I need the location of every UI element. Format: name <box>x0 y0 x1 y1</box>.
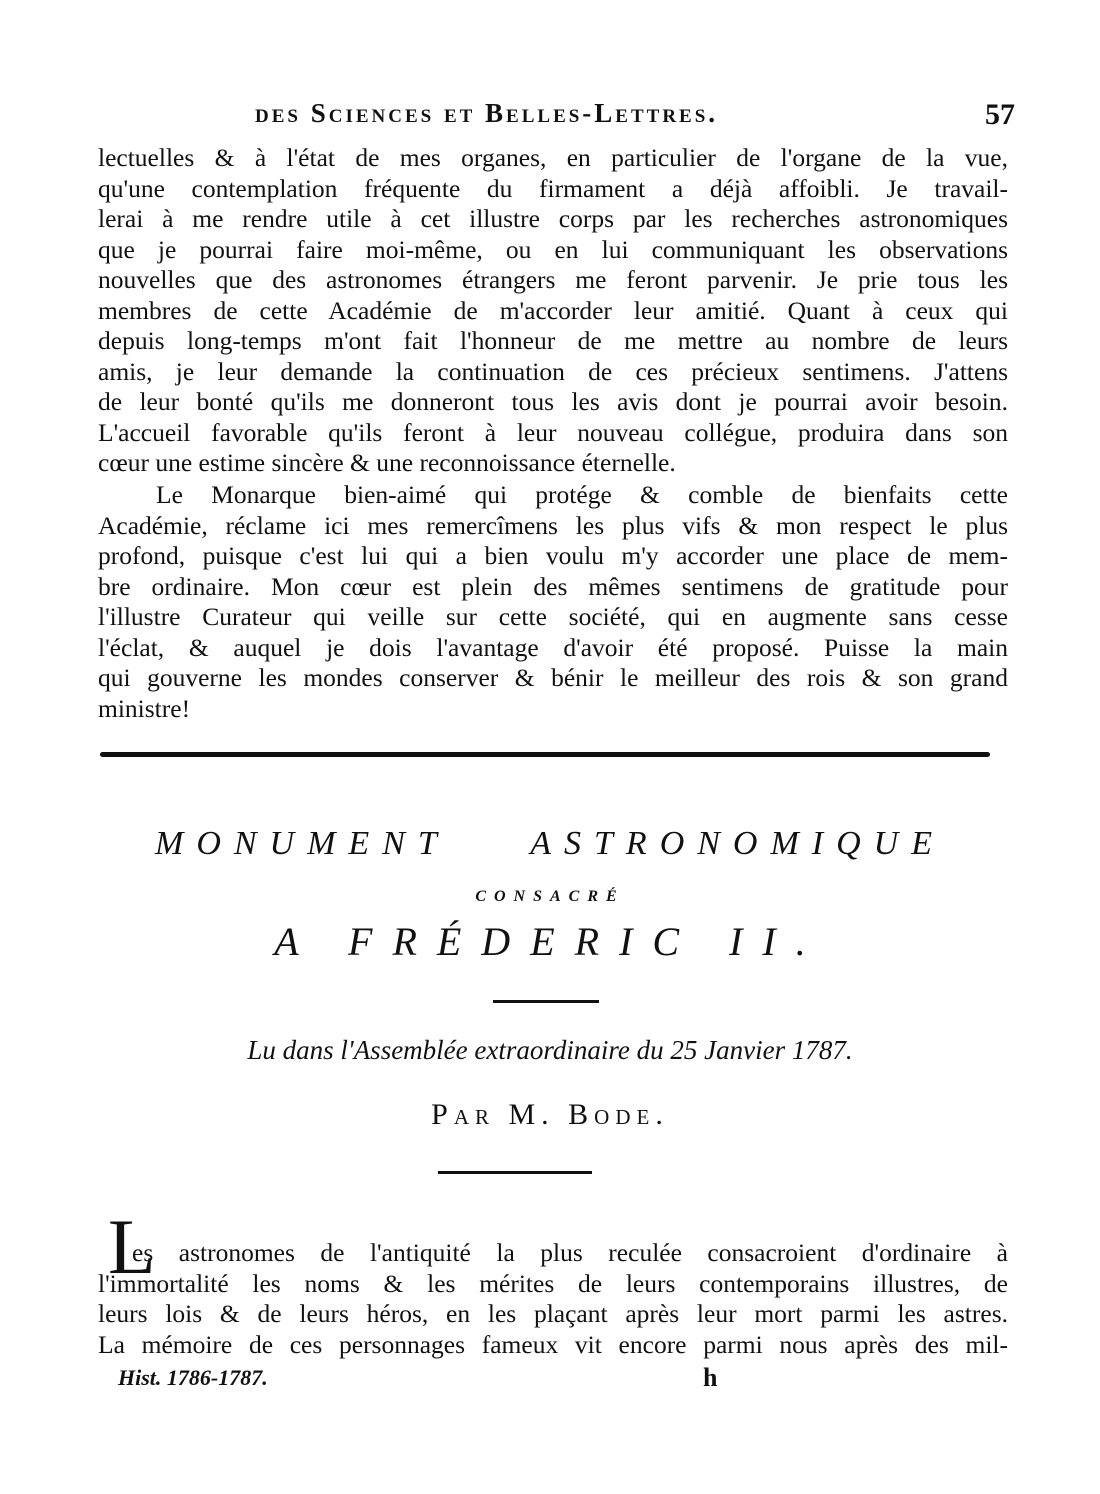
text-line: Académie, réclame ici mes remercîmens les plus vifs & mon respect le plus <box>98 510 1008 540</box>
text-line: l'illustre Curateur qui veille sur cette société, qui en augmente sans cesse <box>98 602 1008 631</box>
text-line: qui gouverne les mondes conserver & bénir le meilleur des rois & son grand <box>98 663 1008 692</box>
text-line: Le Monarque bien-aimé qui protége & comble de bienfaits cette <box>156 480 1008 509</box>
text-line: ministre! <box>98 693 191 723</box>
text-line: nouvelles que des astronomes étrangers me feront parvenir. Je prie tous les <box>98 265 1008 294</box>
article-title-consacre: CONSACRÉ <box>475 888 625 905</box>
text-line: cœur une estime sincère & une reconnoissance éternelle. <box>98 448 676 477</box>
text-line: lerai à me rendre utile à cet illustre corps par les recherches astronomiques <box>98 204 1008 233</box>
text-line: depuis long-temps m'ont fait l'honneur de me mettre au nombre de leurs <box>98 326 1008 355</box>
text-line: qu'une contemplation fréquente du firmament a déjà affoibli. Je travail- <box>98 173 1008 203</box>
gathering-mark: h <box>703 1363 718 1392</box>
paragraph-1 <box>98 143 1008 479</box>
author-rule <box>438 1171 592 1174</box>
text-line: leurs lois & de leurs héros, en les plaçant après leur mort parmi les astres. <box>98 1299 1008 1328</box>
article-title-dedicatee: A FRÉDERIC II. <box>274 919 826 964</box>
page-number: 57 <box>985 98 1015 131</box>
running-head <box>255 98 1015 138</box>
section-divider <box>100 752 990 757</box>
text-line: L'accueil favorable qu'ils feront à leur nouveau collégue, produira dans son <box>98 417 1008 447</box>
text-line: amis, je leur demande la continuation de ces précieux sentimens. J'attens <box>98 356 1008 386</box>
text-line: profond, puisque c'est lui qui a bien voulu m'y accorder une place de mem- <box>98 541 1008 570</box>
title-rule <box>493 1000 599 1003</box>
text-line: l'éclat, & auquel je dois l'avantage d'avoir été proposé. Puisse la main <box>98 632 1008 662</box>
footer-signature: Hist. 1786-1787. <box>118 1365 268 1390</box>
text-line: bre ordinaire. Mon cœur est plein des mêmes sentimens de gratitude pour <box>98 571 1008 601</box>
drop-cap: L <box>108 1203 156 1290</box>
text-line: La mémoire de ces personnages fameux vit encore parmi nous après des mil- <box>98 1329 1008 1359</box>
text-line: l'immortalité les noms & les mérites de leurs contemporains illustres, de <box>98 1268 1008 1298</box>
article-subtitle: Lu dans l'Assemblée extraordinaire du 25 Janvier 1787. <box>247 1035 853 1065</box>
text-line: que je pourrai faire moi-même, ou en lui communiquant les observations <box>98 234 1008 264</box>
running-title: des Sciences et Belles-Lettres. <box>255 98 719 128</box>
paragraph-3 <box>98 1238 1008 1360</box>
paragraph-2 <box>98 480 1008 724</box>
article-title: MONUMENT ASTRONOMIQUE <box>155 825 945 862</box>
text-line: de leur bonté qu'ils me donneront tous les avis dont je pourrai avoir besoin. <box>98 387 1008 416</box>
text-line: es astronomes de l'antiquité la plus reculée consacroient d'ordinaire à <box>132 1238 1008 1267</box>
text-line: lectuelles & à l'état de mes organes, en particulier de l'organe de la vue, <box>98 143 1008 172</box>
text-line: membres de cette Académie de m'accorder leur amitié. Quant à ceux qui <box>98 295 1008 325</box>
article-author: Par M. Bode. <box>431 1098 669 1131</box>
